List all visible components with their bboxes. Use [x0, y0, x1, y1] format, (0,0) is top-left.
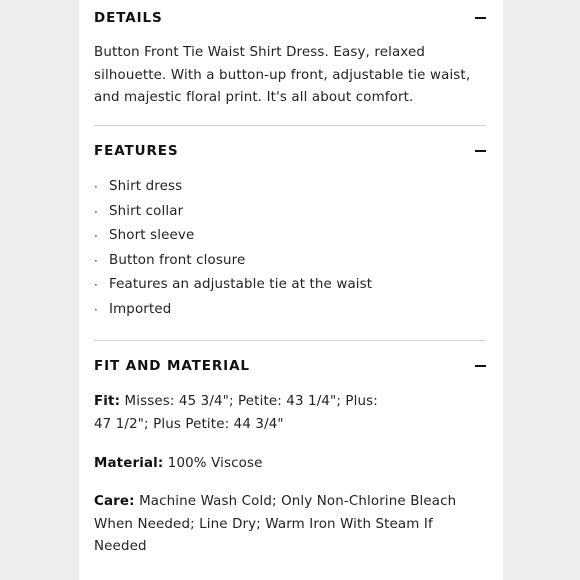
list-item	[94, 249, 486, 274]
care-text	[94, 491, 464, 559]
bullet-icon: ·	[94, 253, 98, 268]
features-title: FEATURES	[94, 143, 179, 159]
bullet-icon: ·	[94, 204, 98, 219]
fit-material-section	[94, 354, 486, 378]
fit-value: Misses: 45 3/4"; Petite: 43 1/4"; Plus: 47 1/2"; Plus Petite: 44 3/4"	[94, 394, 378, 432]
material-value: 100% Viscose	[167, 456, 263, 471]
divider	[94, 125, 486, 126]
material-label: Material:	[94, 456, 164, 471]
list-item	[94, 224, 486, 249]
details-title: DETAILS	[94, 10, 163, 26]
feature-label: Features an adjustable tie at the waist	[109, 277, 373, 293]
list-item	[94, 200, 486, 225]
minus-icon[interactable]	[475, 17, 486, 20]
material-block	[94, 453, 486, 476]
care-label: Care:	[94, 494, 135, 509]
features-body	[94, 175, 486, 323]
divider	[94, 340, 486, 341]
fit-block	[94, 391, 486, 436]
details-body	[94, 42, 486, 110]
care-block	[94, 491, 486, 559]
list-item	[94, 273, 486, 298]
features-section	[94, 139, 486, 163]
list-item	[94, 175, 486, 200]
minus-icon[interactable]	[475, 150, 486, 153]
details-section	[94, 6, 486, 30]
details-text: Button Front Tie Waist Shirt Dress. Easy, relaxed silhouette. With a button-up front, adjustable tie waist, and majestic floral print. It's all about comfort.	[94, 45, 471, 105]
care-value: Machine Wash Cold; Only Non-Chlorine Bleach When Needed; Line Dry; Warm Iron With Steam If Needed	[94, 494, 457, 554]
fit-label: Fit:	[94, 394, 121, 409]
features-list	[94, 175, 486, 323]
details-header[interactable]	[94, 6, 486, 30]
feature-label: Short sleeve	[109, 228, 195, 244]
features-header[interactable]	[94, 139, 486, 163]
product-info-panel	[79, 0, 503, 580]
feature-label: Imported	[109, 301, 172, 317]
material-text	[94, 453, 486, 476]
minus-icon[interactable]	[475, 365, 486, 368]
list-item	[94, 298, 486, 323]
bullet-icon: ·	[94, 302, 98, 317]
bullet-icon: ·	[94, 229, 98, 244]
feature-label: Button front closure	[109, 252, 246, 268]
fit-material-header[interactable]	[94, 354, 486, 378]
bullet-icon: ·	[94, 180, 98, 194]
feature-label: Shirt dress	[109, 179, 183, 194]
fit-material-title: FIT AND MATERIAL	[94, 358, 250, 374]
feature-label: Shirt collar	[109, 203, 184, 219]
fit-text	[94, 391, 394, 436]
bullet-icon: ·	[94, 278, 98, 293]
